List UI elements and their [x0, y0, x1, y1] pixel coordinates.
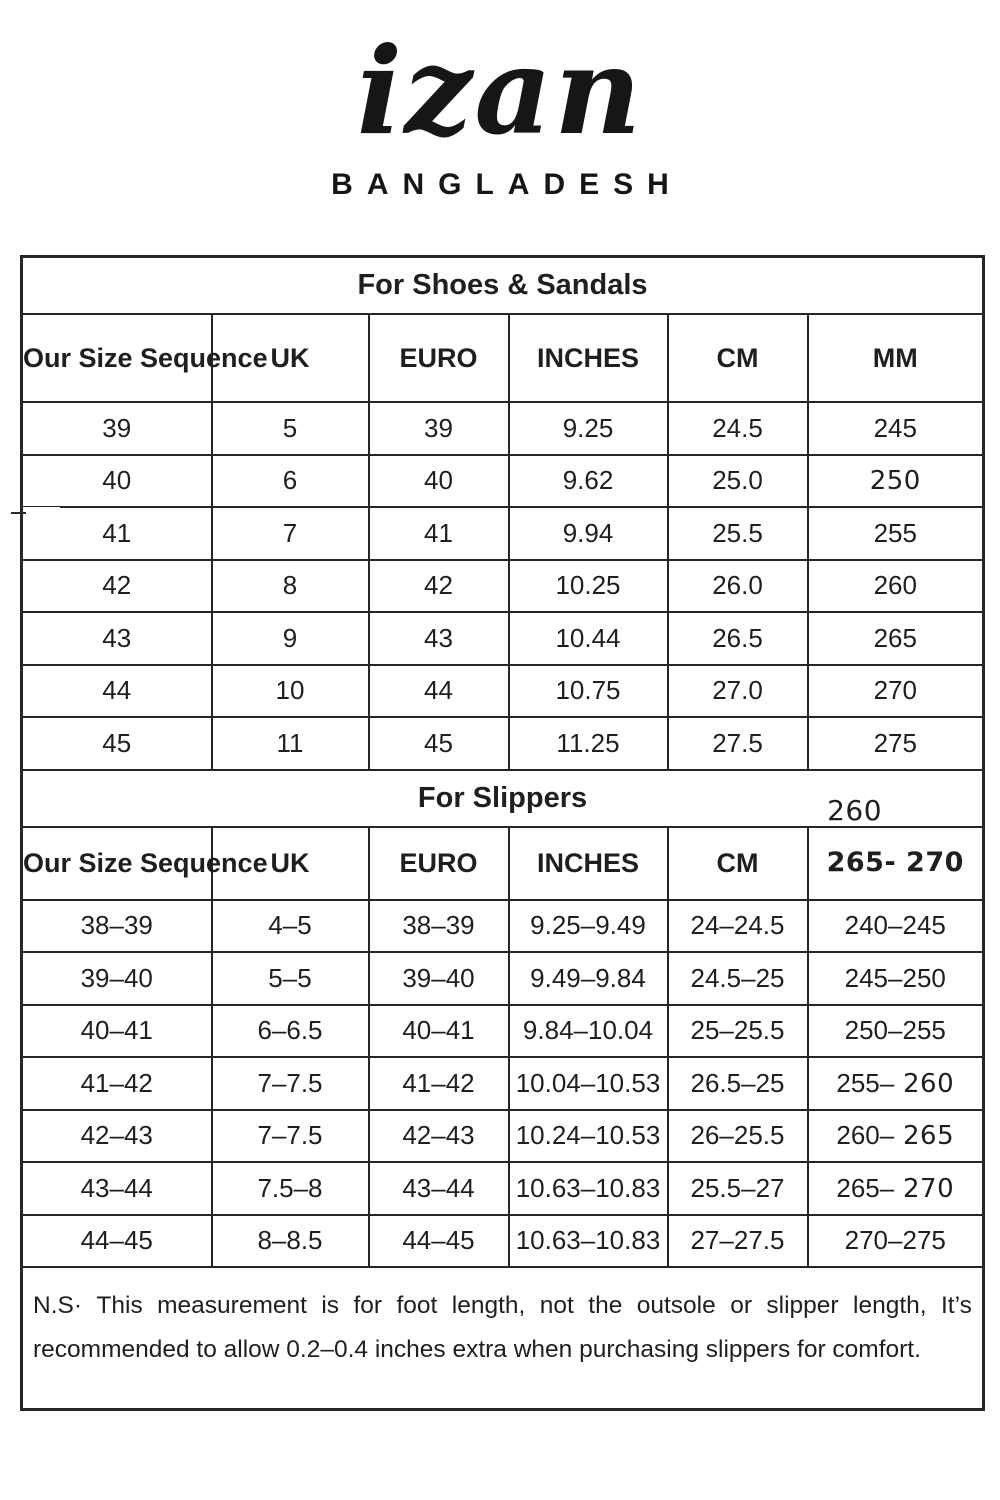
size-cell: 9.84–10.04	[509, 1005, 668, 1058]
size-cell: 40	[369, 455, 509, 508]
size-cell: 8–8.5	[212, 1215, 369, 1268]
size-cell-part: 265–	[836, 1172, 895, 1203]
size-cell: 255	[808, 507, 984, 560]
note-text-line1	[33, 1288, 972, 1324]
note-word: foot	[396, 1292, 438, 1319]
shoes-title-row	[22, 257, 984, 315]
slippers-header-row	[22, 827, 984, 900]
size-cell: 9.25	[509, 402, 668, 455]
shoes-table-title: For Shoes & Sandals	[22, 257, 984, 315]
size-cell: 39–40	[369, 952, 509, 1005]
size-cell: 6	[212, 455, 369, 508]
size-cell: 27.5	[668, 717, 808, 770]
size-row	[22, 402, 984, 455]
size-cell: 39	[22, 402, 212, 455]
size-cell: 24.5	[668, 402, 808, 455]
size-chart-table	[20, 255, 985, 1411]
slippers-title-row	[22, 770, 984, 827]
size-cell: 240–245	[808, 900, 984, 953]
size-cell: 10.25	[509, 560, 668, 613]
size-cell: 43	[369, 612, 509, 665]
size-cell: 44	[22, 665, 212, 718]
size-cell: 38–39	[22, 900, 212, 953]
size-cell: 26.0	[668, 560, 808, 613]
note-word: length,	[451, 1292, 526, 1319]
size-cell: 10.63–10.83	[509, 1162, 668, 1215]
stray-text-260: 260	[827, 793, 883, 827]
shoes-col-mm: MM	[808, 314, 984, 402]
size-cell: 26.5–25	[668, 1057, 808, 1110]
size-cell: 43–44	[22, 1162, 212, 1215]
size-cell: 43	[22, 612, 212, 665]
size-cell-part-pasted: 265	[894, 1121, 955, 1152]
size-cell: 25–25.5	[668, 1005, 808, 1058]
note-word: not	[539, 1292, 574, 1319]
size-row	[22, 1162, 984, 1215]
size-cell	[808, 1162, 984, 1215]
size-cell: 43–44	[369, 1162, 509, 1215]
note-row	[22, 1267, 984, 1410]
size-cell: 7.5–8	[212, 1162, 369, 1215]
brand-subtitle: BANGLADESH	[331, 168, 683, 201]
size-cell-part-pasted: 270	[894, 1173, 955, 1204]
size-row	[22, 612, 984, 665]
shoes-col-euro: EURO	[369, 314, 509, 402]
size-cell	[808, 1110, 984, 1163]
size-cell: 27.0	[668, 665, 808, 718]
size-cell: 245	[808, 402, 984, 455]
size-cell: 24.5–25	[668, 952, 808, 1005]
size-row	[22, 560, 984, 613]
size-cell: 40–41	[22, 1005, 212, 1058]
size-cell: 11.25	[509, 717, 668, 770]
size-row	[22, 507, 984, 560]
shoes-col-cm: CM	[668, 314, 808, 402]
note-word: N.S·	[33, 1292, 82, 1319]
size-cell: 41	[22, 507, 212, 560]
size-cell: 41–42	[369, 1057, 509, 1110]
note-cell	[22, 1267, 984, 1410]
size-cell: 25.5–27	[668, 1162, 808, 1215]
size-row	[22, 1005, 984, 1058]
size-cell: 39	[369, 402, 509, 455]
size-cell: 26–25.5	[668, 1110, 808, 1163]
size-cell-part: 260–	[836, 1120, 895, 1151]
shoes-header-row	[22, 314, 984, 402]
size-cell: 9.25–9.49	[509, 900, 668, 953]
border-gap-artifact	[23, 507, 60, 512]
note-word: It’s	[941, 1292, 972, 1319]
size-cell: 10.24–10.53	[509, 1110, 668, 1163]
brand-logo: izan	[356, 21, 644, 162]
size-cell: 9.49–9.84	[509, 952, 668, 1005]
size-cell-part-pasted: 260	[894, 1068, 955, 1099]
slippers-col-our-size: Our Size Sequence	[22, 827, 212, 900]
size-cell: 5–5	[212, 952, 369, 1005]
size-row	[22, 1110, 984, 1163]
size-cell: 42	[369, 560, 509, 613]
size-cell: 42–43	[369, 1110, 509, 1163]
size-cell: 40	[22, 455, 212, 508]
size-row	[22, 717, 984, 770]
size-cell: 9	[212, 612, 369, 665]
size-cell: 250–255	[808, 1005, 984, 1058]
size-cell: 41–42	[22, 1057, 212, 1110]
size-cell: 42	[22, 560, 212, 613]
slippers-title-cell	[22, 770, 984, 827]
shoes-col-inches: INCHES	[509, 314, 668, 402]
size-cell: 11	[212, 717, 369, 770]
slippers-col-cm: CM	[668, 827, 808, 900]
size-cell: 9.62	[509, 455, 668, 508]
size-cell: 40–41	[369, 1005, 509, 1058]
size-cell: 10	[212, 665, 369, 718]
slippers-col-inches: INCHES	[509, 827, 668, 900]
size-cell: 27–27.5	[668, 1215, 808, 1268]
size-cell: 45	[369, 717, 509, 770]
size-cell: 25.0	[668, 455, 808, 508]
slippers-col-mm-overwritten: 265- 270	[808, 827, 984, 900]
size-cell: 10.44	[509, 612, 668, 665]
size-row	[22, 455, 984, 508]
size-cell: 25.5	[668, 507, 808, 560]
note-word: for	[353, 1292, 383, 1319]
border-tick-artifact	[11, 512, 26, 514]
size-cell: 42–43	[22, 1110, 212, 1163]
size-row	[22, 665, 984, 718]
size-cell: 38–39	[369, 900, 509, 953]
size-cell: 44	[369, 665, 509, 718]
size-cell: 5	[212, 402, 369, 455]
slippers-col-uk: UK	[212, 827, 369, 900]
size-cell: 7–7.5	[212, 1057, 369, 1110]
slippers-table-body	[22, 900, 984, 1268]
size-cell: 270	[808, 665, 984, 718]
size-cell: 4–5	[212, 900, 369, 953]
size-cell: 260	[808, 560, 984, 613]
note-word: measurement	[157, 1292, 307, 1319]
size-cell: 10.75	[509, 665, 668, 718]
note-word: length,	[853, 1292, 927, 1319]
slippers-col-euro: EURO	[369, 827, 509, 900]
note-word: slipper	[766, 1292, 839, 1319]
size-cell: 6–6.5	[212, 1005, 369, 1058]
size-cell	[808, 1057, 984, 1110]
size-cell: 39–40	[22, 952, 212, 1005]
size-cell: 26.5	[668, 612, 808, 665]
size-cell: 250	[808, 455, 984, 508]
shoes-table-body	[22, 402, 984, 770]
brand-header	[0, 0, 1000, 202]
size-cell-part: 255–	[836, 1067, 895, 1098]
size-cell: 275	[808, 717, 984, 770]
note-word: is	[321, 1292, 340, 1319]
slippers-table-title: For Slippers	[417, 781, 588, 814]
size-cell: 44–45	[22, 1215, 212, 1268]
size-cell: 10.63–10.83	[509, 1215, 668, 1268]
note-word: This	[96, 1292, 143, 1319]
size-chart-table-wrap	[20, 255, 982, 1411]
size-row	[22, 1057, 984, 1110]
size-cell: 24–24.5	[668, 900, 808, 953]
size-cell: 41	[369, 507, 509, 560]
shoes-col-our-size: Our Size Sequence	[22, 314, 212, 402]
size-cell: 9.94	[509, 507, 668, 560]
shoes-col-uk: UK	[212, 314, 369, 402]
size-cell: 44–45	[369, 1215, 509, 1268]
size-cell: 45	[22, 717, 212, 770]
size-row	[22, 900, 984, 953]
size-cell: 270–275	[808, 1215, 984, 1268]
size-row	[22, 1215, 984, 1268]
size-row	[22, 952, 984, 1005]
note-text-line2: recommended to allow 0.2–0.4 inches extra when purchasing slippers for comfort.	[33, 1336, 921, 1363]
note-word: the	[588, 1292, 623, 1319]
size-cell: 265	[808, 612, 984, 665]
size-cell: 7	[212, 507, 369, 560]
size-cell: 8	[212, 560, 369, 613]
size-cell: 10.04–10.53	[509, 1057, 668, 1110]
size-cell: 245–250	[808, 952, 984, 1005]
note-word: outsole	[636, 1292, 716, 1319]
note-word: or	[730, 1292, 752, 1319]
size-cell: 7–7.5	[212, 1110, 369, 1163]
